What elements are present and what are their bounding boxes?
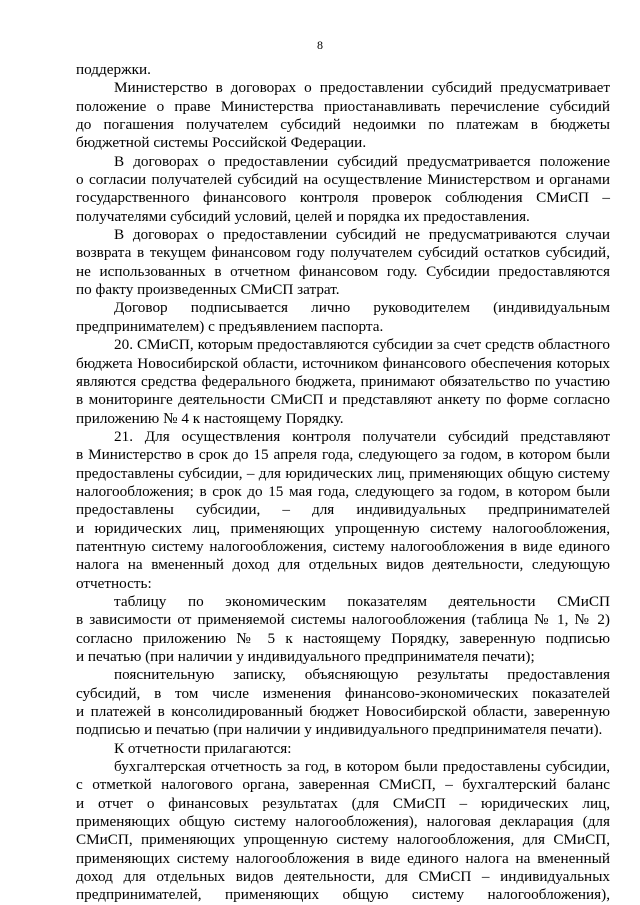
text-line: К отчетности прилагаются:: [114, 739, 292, 757]
text-line: приложению № 4 к настоящему Порядку.: [76, 409, 344, 427]
text-line: в Министерство в срок до 15 апреля года, следующего за годом, в котором были: [76, 446, 610, 464]
text-line: предоставлены субсидии, – для юридических лиц, применяющих общую систему: [76, 464, 610, 482]
text-line: положение о праве Министерства приостанавливать перечисление субсидий: [76, 97, 610, 115]
page-number: 8: [317, 38, 323, 52]
text-line: возврата в текущем финансовом году получателем субсидий остатков субсидий,: [76, 244, 610, 262]
text-line: налогообложения; в срок до 15 мая года, следующего за годом, в котором были: [76, 482, 610, 500]
document-body: [76, 61, 610, 905]
text-line: В договорах о предоставлении субсидий не предусматриваются случаи: [114, 226, 610, 244]
text-line: бухгалтерская отчетность за год, в котором были предоставлены субсидии,: [114, 758, 610, 776]
text-line: не использованных в отчетном финансовом году. Субсидии предоставляются: [76, 262, 610, 280]
text-line: предпринимателей, применяющих общую систему налогообложения),: [76, 886, 610, 904]
text-line: применяющих общую систему налогообложения), налоговая декларация (для: [76, 813, 610, 831]
text-line: бюджетной системы Российской Федерации.: [76, 134, 367, 152]
text-line: по факту произведенных СМиСП затрат.: [76, 281, 340, 299]
text-line: поддержки.: [76, 61, 151, 78]
text-line: согласно приложению № 5 к настоящему Порядку, заверенную подписью: [76, 629, 610, 647]
text-line: 20. СМиСП, которым предоставляются субсидии за счет средств областного: [114, 336, 610, 354]
text-line: 21. Для осуществления контроля получатели субсидий представляют: [114, 427, 610, 445]
text-line: государственного финансового контроля проверок соблюдения СМиСП –: [76, 189, 610, 207]
text-line: предоставлены субсидии, – для индивидуальных предпринимателей: [76, 501, 610, 519]
text-line: доход для отдельных видов деятельности, для СМиСП – индивидуальных: [76, 868, 610, 886]
text-line: с отметкой налогового органа, заверенная СМиСП, – бухгалтерский баланс: [76, 776, 610, 794]
text-line: Договор подписывается лично руководителем (индивидуальным: [114, 299, 610, 317]
text-line: до погашения получателем субсидий недоимки по платежам в бюджеты: [76, 116, 610, 134]
text-line: и отчет о финансовых результатах (для СМиСП – юридических лиц,: [76, 794, 610, 812]
text-line: о согласии получателей субсидий на осуществление Министерством и органами: [76, 171, 610, 189]
text-line: бюджета Новосибирской области, источником финансового обеспечения которых: [76, 354, 610, 372]
text-line: и печатью (при наличии у индивидуального предпринимателя печати);: [76, 648, 535, 665]
text-line: и платежей в консолидированный бюджет Новосибирской области, заверенную: [76, 703, 610, 721]
text-line: подписью и печатью (при наличии у индивидуального предпринимателя печати).: [76, 721, 603, 739]
text-line: налога на вмененный доход для отдельных видов деятельности, следующую: [76, 556, 610, 574]
text-line: В договорах о предоставлении субсидий предусматривается положение: [114, 152, 610, 170]
text-line: Министерство в договорах о предоставлении субсидий предусматривает: [114, 79, 610, 97]
text-line: и юридических лиц, применяющих упрощенную систему налогообложения,: [76, 519, 610, 537]
text-line: предпринимателем) с предъявлением паспорта.: [76, 317, 384, 335]
text-line: таблицу по экономическим показателям деятельности СМиСП: [114, 592, 610, 610]
text-line: отчетность:: [76, 574, 152, 592]
text-line: в мониторинге деятельности СМиСП и представляют анкету по форме согласно: [76, 391, 610, 409]
text-line: в зависимости от применяемой системы налогообложения (таблица № 1, № 2): [76, 611, 610, 629]
text-line: СМиСП, применяющих упрощенную систему налогообложения, для СМиСП,: [76, 831, 610, 849]
text-line: получателями субсидий условий, целей и порядка их предоставления.: [76, 207, 530, 225]
text-line: субсидий, в том числе изменения финансово-экономических показателей: [76, 684, 610, 702]
text-line: патентную систему налогообложения, систему налогообложения в виде единого: [76, 537, 610, 555]
text-line: являются средства федерального бюджета, принимают обязательство по участию: [76, 372, 610, 390]
text-line: применяющих систему налогообложения в виде единого налога на вмененный: [76, 849, 610, 867]
text-line: пояснительную записку, объясняющую результаты предоставления: [114, 666, 610, 684]
